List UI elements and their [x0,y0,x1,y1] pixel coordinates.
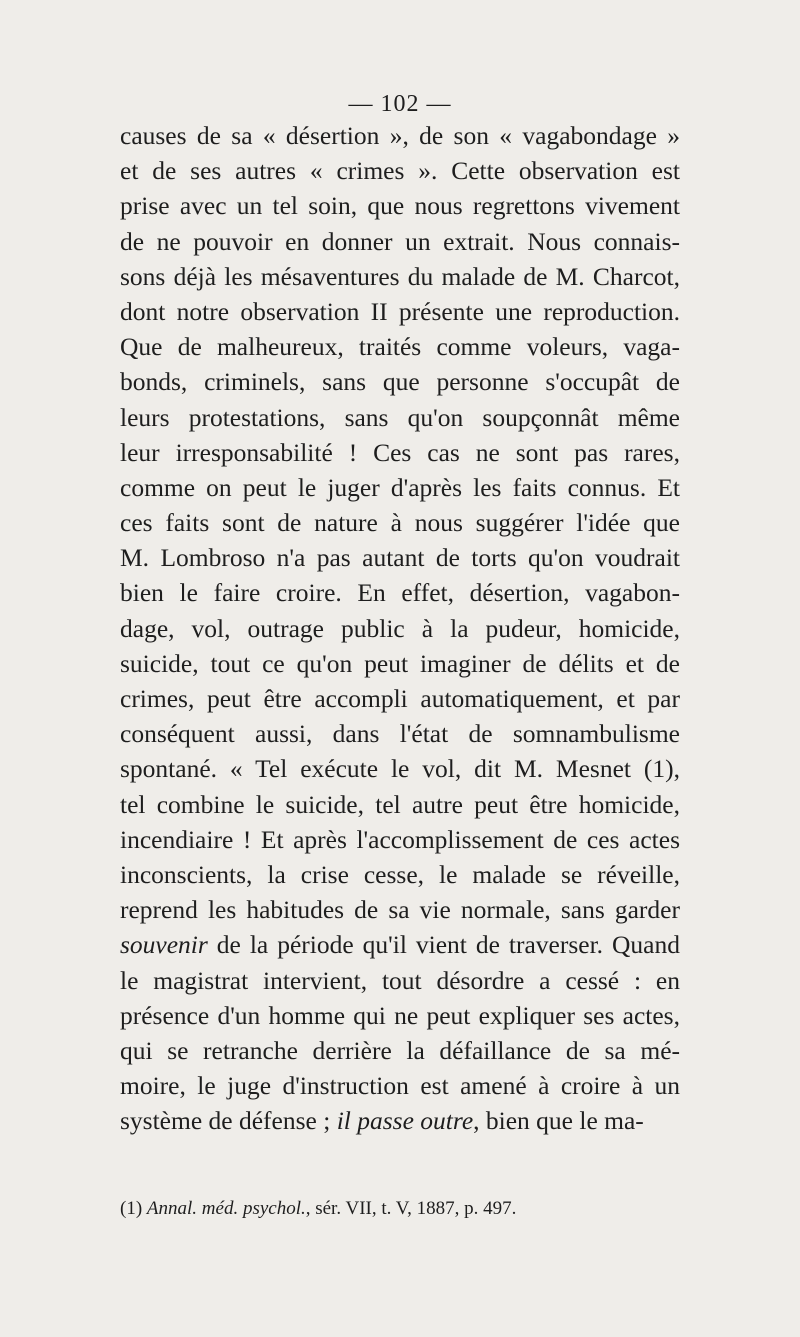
line-text: suicide, tout ce qu'on peut imaginer de délits et de [120,648,680,678]
line-text: causes de sa « désertion », de son « vagabondage » [120,121,680,150]
text-line [120,188,680,223]
text-line [120,927,680,962]
line-text: conséquent aussi, dans l'état de somnambulisme [120,719,680,749]
text-line [120,857,680,892]
footnote-marker: (1) [120,1198,147,1219]
line-text: tel combine le suicide, tel autre peut être homicide, [120,789,680,819]
text-line [120,787,680,822]
line-text: moire, le juge d'instruction est amené à croire à un [120,1071,680,1101]
text-line [120,1103,680,1138]
text-line [120,470,680,505]
text-line [120,681,680,716]
text-line [120,963,680,998]
text-line [120,1068,680,1103]
text-line [120,1033,680,1068]
line-text: dage, vol, outrage public à la pudeur, homicide, [120,613,680,643]
line-text: prise avec un tel soin, que nous regrettons vivement [120,191,680,221]
line-text: bonds, criminels, sans que personne s'occupât de [120,367,680,397]
text-line [120,294,680,329]
text-line [120,892,680,927]
line-text: leurs protestations, sans qu'on soupçonnât même [120,402,680,432]
page-number: — 102 — [348,91,452,117]
text-line [120,998,680,1033]
footnote-citation: , sér. VII, t. V, 1887, p. 497. [305,1198,517,1219]
text-line [120,540,680,575]
line-text: ces faits sont de nature à nous suggérer l'idée que [120,508,680,538]
text-line [120,259,680,294]
line-text: de ne pouvoir en donner un extrait. Nous connais- [120,226,680,256]
text-line [120,153,680,188]
text-line [120,716,680,751]
line-text: dont notre observation II présente une reproduction. [120,296,680,326]
text-line [120,646,680,681]
line-text: leur irresponsabilité ! Ces cas ne sont pas rares, [120,437,680,467]
footnote-source: Annal. méd. psychol. [146,1198,306,1219]
line-text: comme on peut le juger d'après les faits connus. Et [120,472,680,502]
text-line [120,575,680,610]
line-text: de la période qu'il vient de traverser. Quand [207,930,680,960]
line-text: , bien que le ma- [473,1106,644,1136]
footnote [120,1196,680,1222]
line-text: reprend les habitudes de sa vie normale, sans garder [120,895,680,925]
line-text: le magistrat intervient, tout désordre a cessé : en [120,965,680,995]
line-text: spontané. « Tel exécute le vol, dit M. Mesnet (1), [120,754,680,784]
line-text: Que de malheureux, traités comme voleurs, vaga- [120,332,680,362]
line-text: inconscients, la crise cesse, le malade se réveille, [120,859,680,889]
emphasis-text: souvenir [120,930,208,960]
line-text: crimes, peut être accompli automatiquement, et par [120,684,680,713]
line-text: bien le faire croire. En effet, désertion, vagabon- [120,578,680,608]
body-text [120,118,680,1138]
text-line [120,435,680,470]
line-text: qui se retranche derrière la défaillance de sa mé- [120,1035,680,1065]
line-text: M. Lombroso n'a pas autant de torts qu'on voudrait [120,543,680,573]
line-text: système de défense ; [120,1106,337,1136]
text-line [120,611,680,646]
line-text: incendiaire ! Et après l'accomplissement de ces actes [120,824,680,854]
text-line [120,505,680,540]
text-line [120,400,680,435]
text-line [120,118,680,153]
line-text: présence d'un homme qui ne peut expliquer ses actes, [120,1000,680,1030]
text-line [120,822,680,857]
text-line [120,751,680,786]
text-line [120,364,680,399]
line-text: et de ses autres « crimes ». Cette observation est [120,156,680,186]
text-line [120,329,680,364]
emphasis-text: il passe outre [336,1106,474,1136]
line-text: sons déjà les mésaventures du malade de M. Charcot, [120,261,680,291]
text-line [120,224,680,259]
